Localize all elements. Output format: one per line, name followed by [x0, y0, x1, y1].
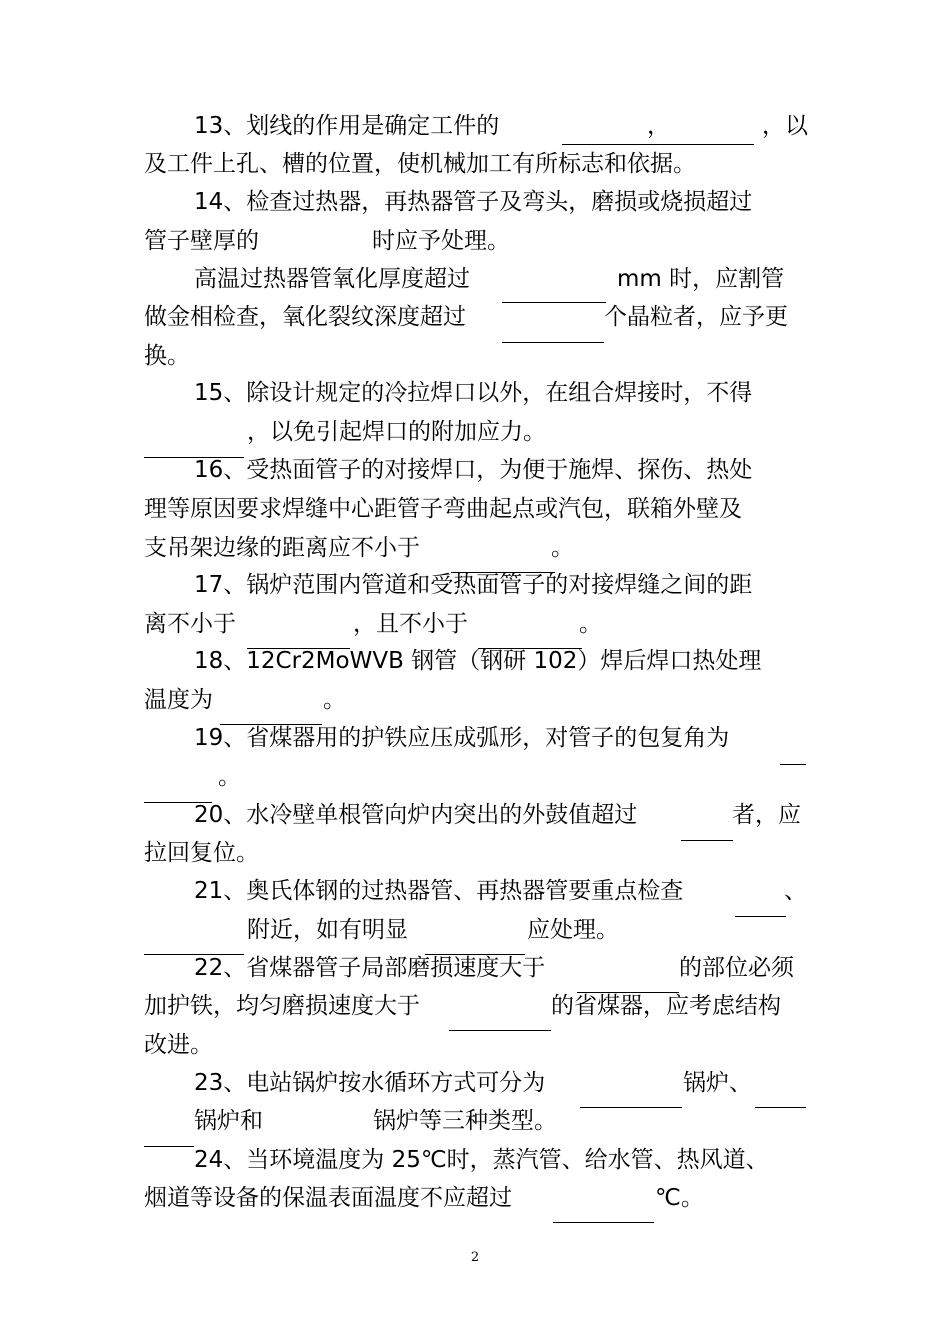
text: ，以免引起焊口的附加应力。 [247, 419, 546, 445]
text: 锅炉和 [194, 1108, 263, 1134]
text: 23、电站锅炉按水循环方式可分为 [194, 1070, 546, 1096]
answer-blank [755, 1107, 806, 1108]
q17-line-2-b [353, 609, 468, 639]
text: 锅炉等三种类型。 [373, 1108, 557, 1134]
q17-line-1 [194, 570, 752, 600]
text: 及工件上孔、槽的位置，使机械加工有所标志和依据。 [144, 151, 696, 177]
q20-line-1 [194, 800, 637, 830]
text: 、 [784, 878, 807, 904]
text: 做金相检查，氧化裂纹深度超过 [144, 304, 466, 330]
answer-blank [502, 302, 606, 303]
q17-line-2-c [579, 609, 602, 639]
q23-line-2-b [373, 1106, 557, 1136]
q14-line-3-b [617, 264, 784, 294]
q22-line-2-b [551, 991, 781, 1021]
answer-blank [553, 1222, 654, 1223]
q22-line-2 [144, 991, 420, 1021]
text: 个晶粒者，应予更 [604, 304, 788, 330]
text: 换。 [144, 343, 190, 369]
answer-blank [449, 1030, 551, 1031]
text: 应处理。 [527, 917, 619, 943]
text: 18、12Cr2MoWVB 钢管（钢研 102）焊后焊口热处理 [194, 648, 762, 674]
answer-blank [580, 1107, 682, 1108]
text: ，且不小于 [353, 611, 468, 637]
q21-line-1 [194, 876, 683, 906]
q19-line-2 [218, 762, 241, 792]
text: 的省煤器，应考虑结构 [551, 993, 781, 1019]
q23-line-1-b [683, 1068, 752, 1098]
q13-line-2 [144, 149, 696, 179]
text: 16、受热面管子的对接焊口，为便于施焊、探伤、热处 [194, 457, 753, 483]
text: 者，应 [732, 802, 801, 828]
q21-line-2-b [527, 915, 619, 945]
q22-line-3 [144, 1030, 213, 1060]
q13-line-1-b [647, 111, 670, 141]
answer-blank [562, 144, 754, 145]
text: 19、省煤器用的护铁应压成弧形，对管子的包复角为 [194, 725, 730, 751]
q24-line-2-b [655, 1183, 704, 1213]
q24-line-2 [144, 1183, 512, 1213]
q16-line-3 [144, 533, 420, 563]
q18-line-2-b [323, 685, 346, 715]
q13-line-1-c [762, 111, 808, 141]
text: 21、奥氏体钢的过热器管、再热器管要重点检查 [194, 878, 684, 904]
text: mm 时，应割管 [617, 266, 785, 292]
answer-blank [735, 916, 786, 917]
q21-line-1-b [784, 876, 807, 906]
text: 加护铁，均匀磨损速度大于 [144, 993, 420, 1019]
text: 烟道等设备的保温表面温度不应超过 [144, 1185, 512, 1211]
answer-blank [681, 840, 733, 841]
text: 温度为 [144, 687, 213, 713]
text: ℃。 [655, 1185, 704, 1211]
answer-blank [144, 1146, 194, 1147]
text: 的部位必须 [679, 955, 794, 981]
text: ， [647, 113, 670, 139]
q15-line-2 [247, 417, 546, 447]
text: 15、除设计规定的冷拉焊口以外，在组合焊接时，不得 [194, 380, 753, 406]
text: 。 [323, 687, 346, 713]
text: 13、划线的作用是确定工件的 [194, 113, 500, 139]
q16-line-3-b [551, 533, 574, 563]
q20-line-2 [144, 838, 259, 868]
q15-line-1 [194, 378, 752, 408]
text: 。 [218, 764, 241, 790]
q14-line-2-b [372, 226, 510, 256]
answer-blank [780, 764, 806, 765]
text: 17、锅炉范围内管道和受热面管子的对接焊缝之间的距 [194, 572, 753, 598]
q22-line-1 [194, 953, 545, 983]
text: 管子壁厚的 [144, 228, 259, 254]
text: 22、省煤器管子局部磨损速度大于 [194, 955, 546, 981]
text: 拉回复位。 [144, 840, 259, 866]
q18-line-2 [144, 685, 213, 715]
q18-line-1 [194, 646, 761, 676]
text: 离不小于 [144, 611, 236, 637]
q24-line-1 [194, 1145, 769, 1175]
q20-line-1-b [732, 800, 801, 830]
q23-line-2 [194, 1106, 263, 1136]
q17-line-2 [144, 609, 236, 639]
q16-line-2 [144, 494, 742, 524]
text: 14、检查过热器，再热器管子及弯头，磨损或烧损超过 [194, 189, 753, 215]
text: 。 [579, 611, 602, 637]
text: 理等原因要求焊缝中心距管子弯曲起点或汽包，联箱外壁及 [144, 496, 742, 522]
text: 改进。 [144, 1032, 213, 1058]
q19-line-1 [194, 723, 729, 753]
text: 锅炉、 [683, 1070, 752, 1096]
q22-line-1-b [679, 953, 794, 983]
text: 时应予处理。 [372, 228, 510, 254]
text: 20、水冷壁单根管向炉内突出的外鼓值超过 [194, 802, 638, 828]
answer-blank [502, 342, 604, 343]
q14-line-4-b [604, 302, 788, 332]
text: ，以 [762, 113, 808, 139]
text: 。 [551, 535, 574, 561]
q14-line-4 [144, 302, 466, 332]
q14-line-1 [194, 187, 752, 217]
q14-line-3 [194, 264, 470, 294]
text: 高温过热器管氧化厚度超过 [194, 266, 470, 292]
text: 附近，如有明显 [247, 917, 408, 943]
q13-line-1 [194, 111, 499, 141]
q21-line-2 [247, 915, 408, 945]
q14-line-5 [144, 341, 190, 371]
q14-line-2 [144, 226, 259, 256]
text: 支吊架边缘的距离应不小于 [144, 535, 420, 561]
text: 24、当环境温度为 25℃时，蒸汽管、给水管、热风道、 [194, 1147, 769, 1173]
q16-line-1 [194, 455, 752, 485]
q23-line-1 [194, 1068, 545, 1098]
page-number: 2 [470, 1250, 480, 1265]
